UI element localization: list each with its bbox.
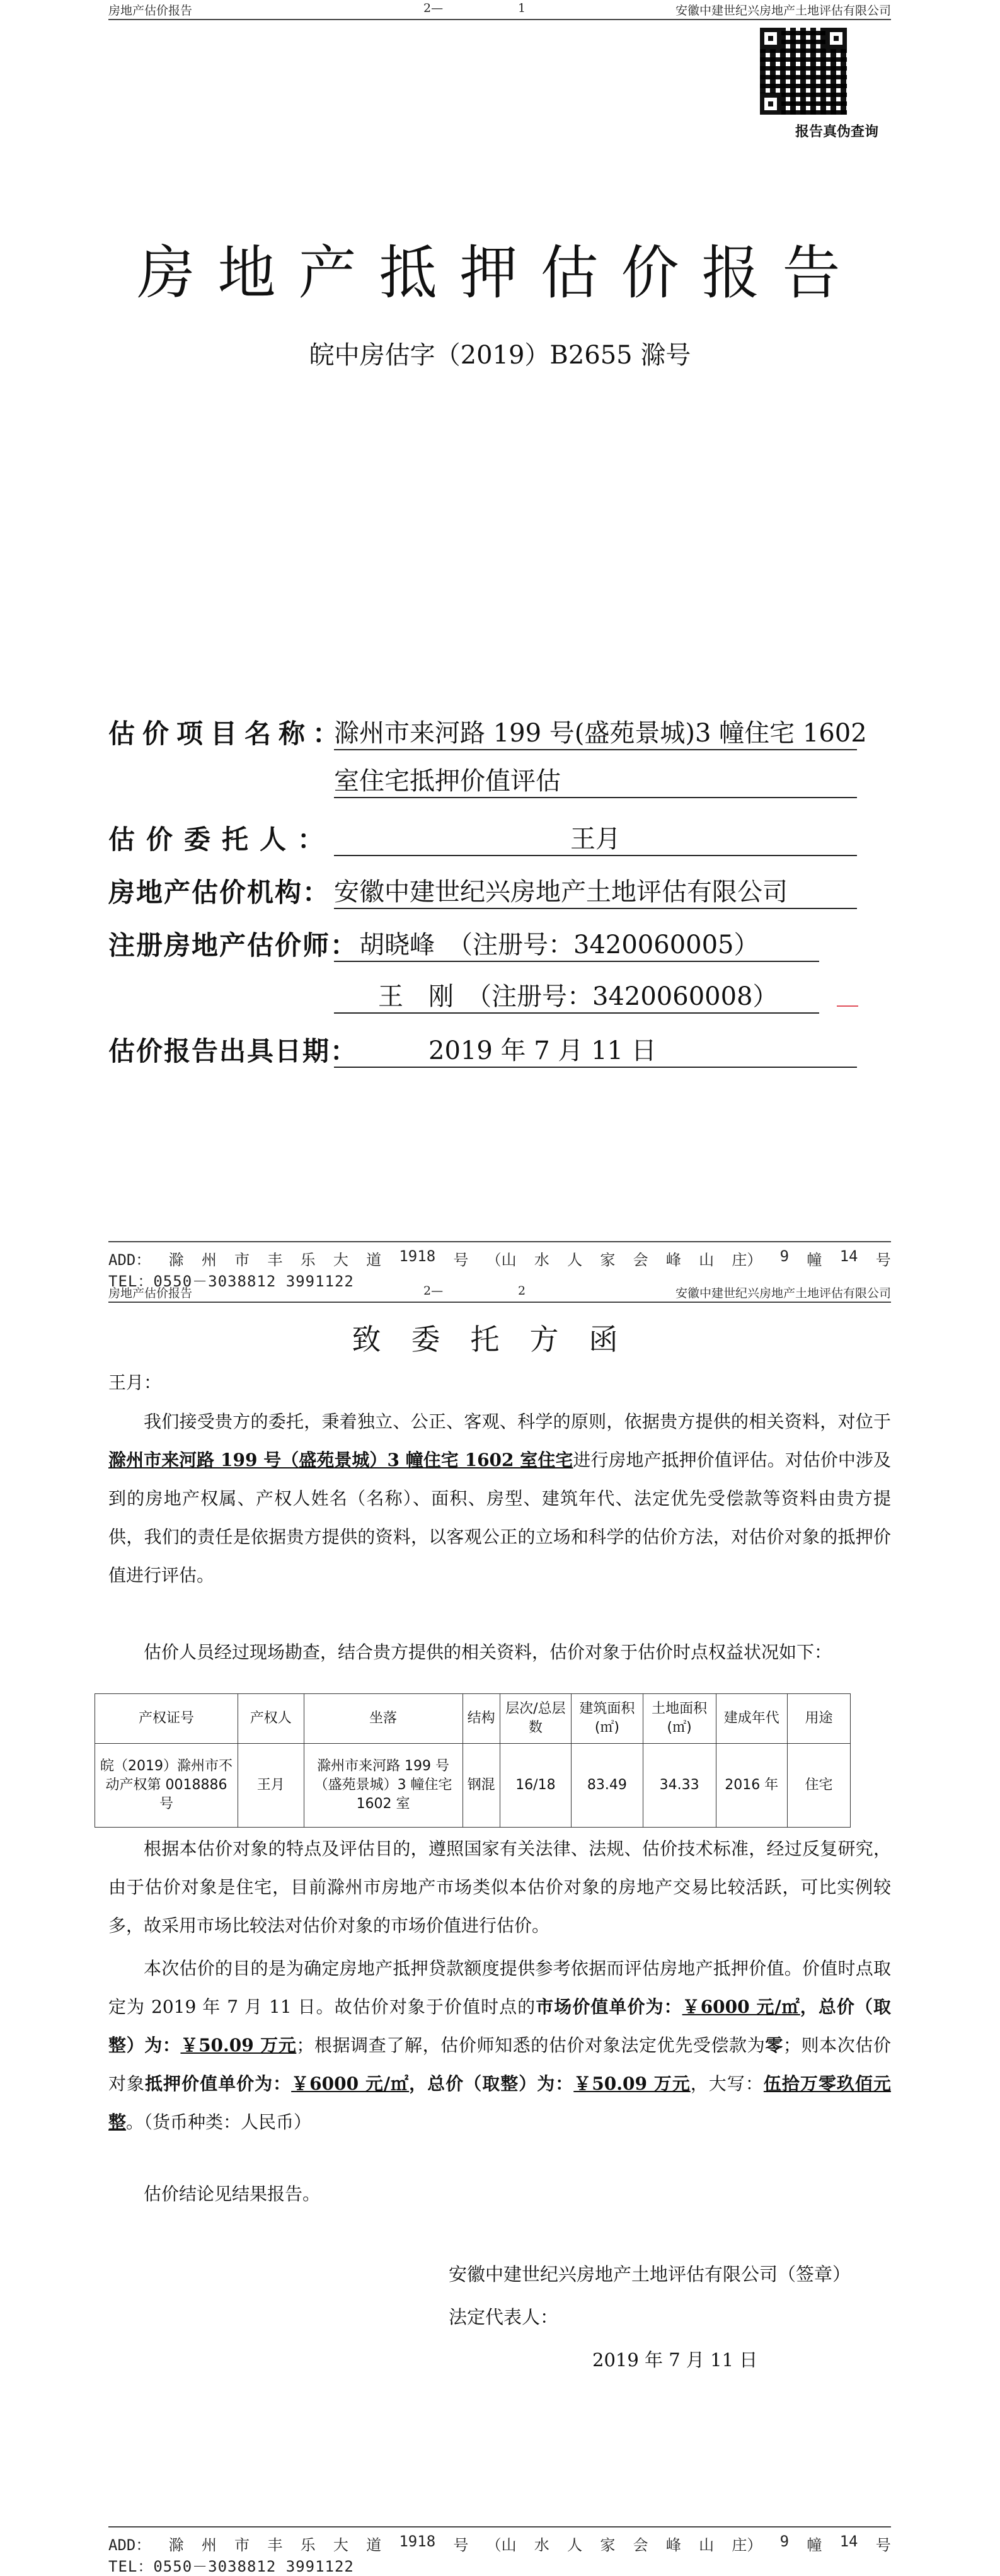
cell-usage: 住宅 xyxy=(788,1744,851,1828)
paragraph-2: 估价人员经过现场勘查，结合贵方提供的相关资料，估价对象于估价时点权益状况如下： xyxy=(144,1642,832,1663)
salutation: 王月： xyxy=(108,1372,162,1393)
project-label: 估价项目名称： xyxy=(108,718,347,749)
footer-phone: TEL：0550－3038812 3991122 xyxy=(108,2558,354,2575)
appraiser-label: 注册房地产估价师： xyxy=(108,930,359,961)
th-usage: 用途 xyxy=(788,1694,851,1744)
paragraph-5: 估价结论见结果报告。 xyxy=(144,2184,321,2204)
property-address: 滁州市来河路 199 号（盛苑景城）3 幢住宅 1602 室住宅 xyxy=(108,1450,573,1470)
th-year-built: 建成年代 xyxy=(716,1694,788,1744)
client-label: 估价委托人： xyxy=(108,824,336,855)
paragraph-3: 根据本估价对象的特点及评估目的，遵照国家有关法律、法规、估价技术标准，经过反复研究，由于估价对象是住宅，目前滁州市房地产市场类似本估价对象的房地产交易比较活跃，可比实例较多，故采用市场比较法对估价对象的市场价值进行估价。 xyxy=(108,1838,891,1936)
client-value: 王月 xyxy=(334,819,857,856)
header-company: 安徽中建世纪兴房地产土地评估有限公司 xyxy=(675,4,891,18)
th-owner: 产权人 xyxy=(238,1694,304,1744)
document-number: 皖中房估字（2019）B2655 滁号 xyxy=(309,341,691,370)
header-report-type: 房地产估价报告 xyxy=(108,1286,193,1300)
qr-caption: 报告真伪查询 xyxy=(795,124,879,140)
th-location: 坐落 xyxy=(304,1694,463,1744)
footer-address: ADD： 滁 州 市 丰 乐 大 道 1918 号 （山 水 人 家 会 峰 山 庄） 9 幢 14 号 xyxy=(108,2533,891,2554)
th-building-area: 建筑面积(㎡) xyxy=(572,1694,643,1744)
cell-cert-no: 皖（2019）滁州市不动产权第 0018886 号 xyxy=(95,1744,238,1828)
mortgage-total-price: ￥50.09 万元 xyxy=(573,2073,691,2094)
th-land-area: 土地面积(㎡) xyxy=(643,1694,716,1744)
cell-location: 滁州市来河路 199 号（盛苑景城）3 幢住宅 1602 室 xyxy=(304,1744,463,1828)
property-table xyxy=(95,1693,851,1828)
page-header xyxy=(108,1283,891,1303)
th-cert-no: 产权证号 xyxy=(95,1694,238,1744)
header-report-type: 房地产估价报告 xyxy=(108,4,193,18)
footer-address: ADD： 滁 州 市 丰 乐 大 道 1918 号 （山 水 人 家 会 峰 山 庄） 9 幢 14 号 xyxy=(108,1247,891,1269)
header-page-prefix: 2— xyxy=(423,1,444,15)
header-page-number: 2 xyxy=(518,1284,526,1298)
cell-floor: 16/18 xyxy=(500,1744,572,1828)
header-page-number: 1 xyxy=(518,1,526,15)
header-page-prefix: 2— xyxy=(423,1284,444,1298)
project-value-line1: 滁州市来河路 199 号(盛苑景城)3 幢住宅 1602 xyxy=(334,713,857,750)
page-header xyxy=(108,0,891,20)
appraiser-1: 胡晓峰 （注册号：3420060005） xyxy=(334,925,819,962)
market-total-price: ￥50.09 万元 xyxy=(180,2035,297,2056)
page-footer xyxy=(108,1241,891,1288)
signature-date: 2019 年 7 月 11 日 xyxy=(592,2349,758,2371)
table-header-row xyxy=(95,1694,851,1744)
page-footer xyxy=(108,2526,891,2573)
table-row xyxy=(95,1744,851,1828)
letter-title: 致委托方函 xyxy=(352,1322,648,1356)
cell-owner: 王月 xyxy=(238,1744,304,1828)
header-company: 安徽中建世纪兴房地产土地评估有限公司 xyxy=(675,1286,891,1300)
project-value-line2: 室住宅抵押价值评估 xyxy=(334,761,857,798)
amount-in-words: 伍拾万零玖佰元整 xyxy=(108,2073,891,2132)
agency-label: 房地产估价机构： xyxy=(108,877,331,908)
agency-value: 安徽中建世纪兴房地产土地评估有限公司 xyxy=(334,872,857,909)
signature-company: 安徽中建世纪兴房地产土地评估有限公司（签章） xyxy=(449,2264,851,2285)
cell-year-built: 2016 年 xyxy=(716,1744,788,1828)
th-structure: 结构 xyxy=(463,1694,500,1744)
signature-representative: 法定代表人： xyxy=(449,2306,559,2328)
date-label: 估价报告出具日期： xyxy=(108,1036,359,1067)
paragraph-1: 我们接受贵方的委托，秉着独立、公正、客观、科学的原则，依据贵方提供的相关资料，对位于滁州市来河路 199 号（盛苑景城）3 幢住宅 1602 室住宅进行房地产抵押价值评估。对估价中涉及到的房地产权属、产权人姓名（名称）、面积、房型、建筑年代、法定优先受偿款等资料由贵方提供，我们的责任是依据贵方提供的资料，以客观公正的立场和科学的估价方法，对估价对象的抵押价值进行评估。 xyxy=(108,1411,891,1586)
paragraph-4: 本次估价的目的是为确定房地产抵押贷款额度提供参考依据而评估房地产抵押价值。价值时点取定为 2019 年 7 月 11 日。故估价对象于价值时点的市场价值单价为：￥6000 元/㎡，总价（取整）为：￥50.09 万元；根据调查了解，估价师知悉的估价对象法定优先受偿款为零；则本次估价对象抵押价值单价为：￥6000 元/㎡，总价（取整）为：￥50.09 万元，大写：伍拾万零玖佰元整。（货币种类：人民币） xyxy=(108,1958,891,2132)
appraiser-2: 王 刚 （注册号：3420060008） xyxy=(334,976,819,1014)
red-mark xyxy=(837,1005,858,1007)
cell-land-area: 34.33 xyxy=(643,1744,716,1828)
cell-structure: 钢混 xyxy=(463,1744,500,1828)
footer-phone: TEL：0550－3038812 3991122 xyxy=(108,1273,354,1290)
issue-date: 2019 年 7 月 11 日 xyxy=(334,1031,857,1068)
market-unit-price: ￥6000 元/㎡ xyxy=(682,1996,800,2017)
th-floor: 层次/总层数 xyxy=(500,1694,572,1744)
qr-code-icon[interactable] xyxy=(760,28,847,115)
cell-building-area: 83.49 xyxy=(572,1744,643,1828)
mortgage-unit-price: ￥6000 元/㎡ xyxy=(291,2073,410,2094)
report-title: 房地产抵押估价报告 xyxy=(137,239,863,307)
